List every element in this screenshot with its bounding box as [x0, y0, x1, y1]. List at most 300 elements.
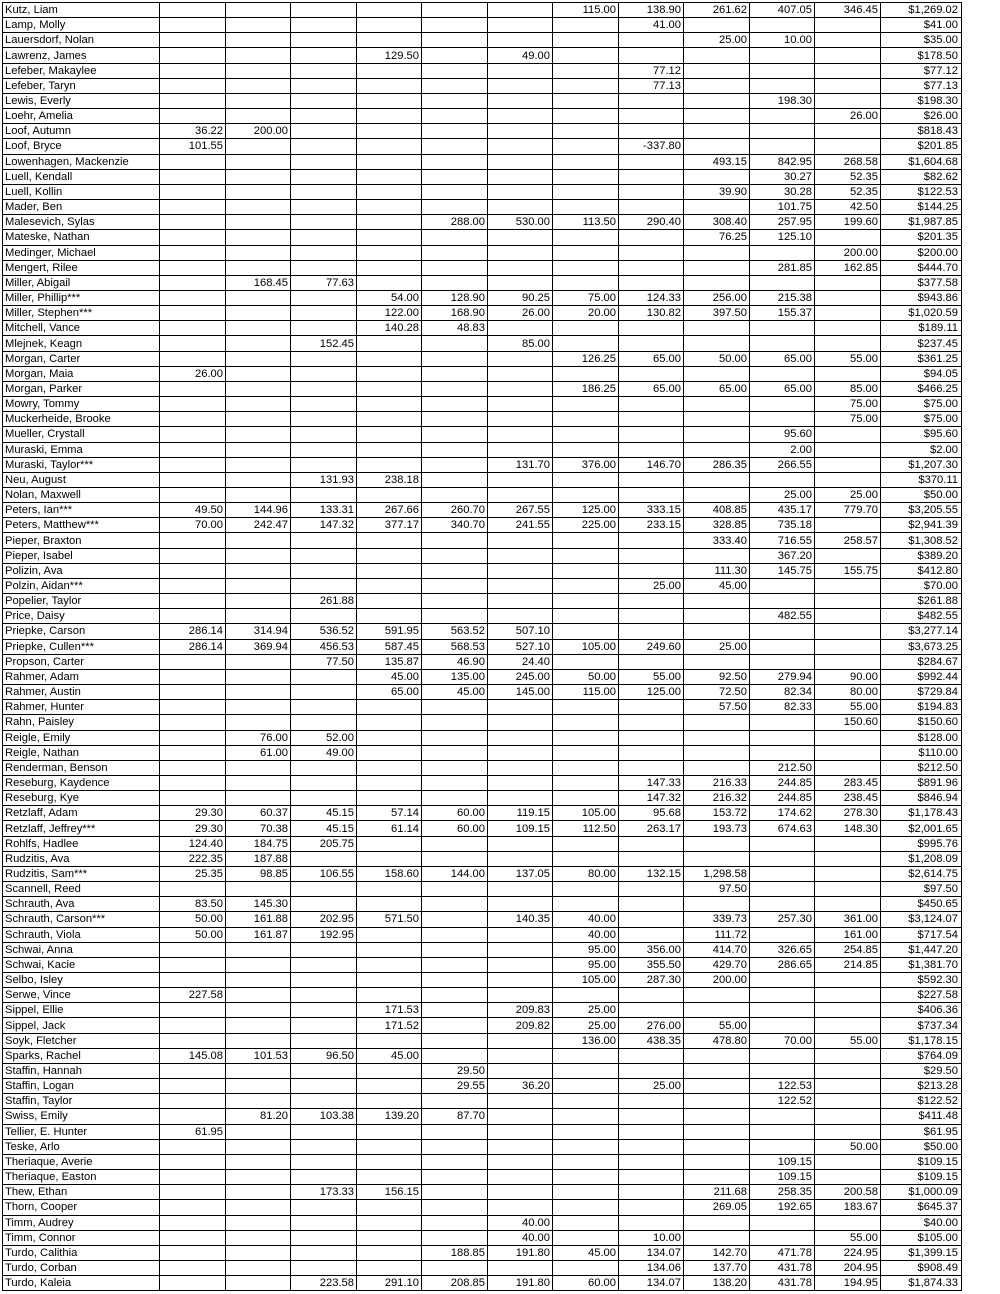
amount-cell	[291, 1260, 357, 1275]
amount-cell	[815, 1063, 881, 1078]
amount-cell	[750, 973, 815, 988]
student-name-cell: Rahmer, Hunter	[3, 700, 160, 715]
amount-cell: 194.95	[815, 1276, 881, 1291]
table-row	[3, 1094, 962, 1109]
amount-cell	[422, 184, 488, 199]
amount-cell	[750, 1139, 815, 1154]
amount-cell	[684, 139, 750, 154]
amount-cell: 376.00	[553, 457, 619, 472]
amount-cell	[226, 548, 291, 563]
amount-cell	[291, 791, 357, 806]
amount-cell	[488, 548, 553, 563]
amount-cell	[553, 1154, 619, 1169]
amount-cell: 101.53	[226, 1048, 291, 1063]
amount-cell	[422, 988, 488, 1003]
amount-cell	[160, 957, 226, 972]
amount-cell	[815, 472, 881, 487]
amount-cell: 140.28	[357, 321, 422, 336]
total-cell: $450.65	[881, 897, 962, 912]
amount-cell	[684, 488, 750, 503]
amount-cell	[422, 93, 488, 108]
amount-cell	[160, 1033, 226, 1048]
total-cell: $377.58	[881, 275, 962, 290]
amount-cell	[553, 18, 619, 33]
amount-cell	[684, 897, 750, 912]
amount-cell: 111.30	[684, 563, 750, 578]
amount-cell: 20.00	[553, 306, 619, 321]
amount-cell: 716.55	[750, 533, 815, 548]
amount-cell	[815, 836, 881, 851]
amount-cell	[226, 397, 291, 412]
amount-cell	[488, 700, 553, 715]
amount-cell	[684, 715, 750, 730]
student-name-cell: Nolan, Maxwell	[3, 488, 160, 503]
amount-cell	[226, 1124, 291, 1139]
amount-cell	[357, 109, 422, 124]
table-row	[3, 1230, 962, 1245]
amount-cell	[619, 715, 684, 730]
amount-cell	[684, 836, 750, 851]
amount-cell	[226, 321, 291, 336]
total-cell: $1,308.52	[881, 533, 962, 548]
amount-cell	[488, 63, 553, 78]
total-cell: $2,941.39	[881, 518, 962, 533]
amount-cell	[488, 1033, 553, 1048]
student-name-cell: Priepke, Cullen***	[3, 639, 160, 654]
table-row	[3, 745, 962, 760]
amount-cell	[357, 457, 422, 472]
amount-cell	[226, 791, 291, 806]
amount-cell: 211.68	[684, 1185, 750, 1200]
amount-cell	[553, 184, 619, 199]
amount-cell	[553, 578, 619, 593]
student-name-cell: Reigle, Nathan	[3, 745, 160, 760]
amount-cell	[619, 730, 684, 745]
total-cell: $1,604.68	[881, 154, 962, 169]
amount-cell	[291, 290, 357, 305]
amount-cell	[553, 760, 619, 775]
total-cell: $2,614.75	[881, 866, 962, 881]
amount-cell	[488, 230, 553, 245]
amount-cell: 133.31	[291, 503, 357, 518]
amount-cell: -337.80	[619, 139, 684, 154]
table-row	[3, 1185, 962, 1200]
student-name-cell: Serwe, Vince	[3, 988, 160, 1003]
amount-cell	[226, 457, 291, 472]
amount-cell	[291, 397, 357, 412]
amount-cell	[750, 897, 815, 912]
total-cell: $50.00	[881, 1139, 962, 1154]
amount-cell	[291, 882, 357, 897]
amount-cell	[291, 1200, 357, 1215]
amount-cell: 115.00	[553, 3, 619, 18]
total-cell: $995.76	[881, 836, 962, 851]
total-cell: $35.00	[881, 33, 962, 48]
amount-cell: 162.85	[815, 260, 881, 275]
amount-cell	[553, 48, 619, 63]
amount-cell	[357, 1260, 422, 1275]
amount-cell	[553, 275, 619, 290]
amount-cell	[815, 1003, 881, 1018]
amount-cell	[226, 18, 291, 33]
amount-cell	[357, 260, 422, 275]
amount-cell	[357, 715, 422, 730]
total-cell: $105.00	[881, 1230, 962, 1245]
amount-cell	[357, 63, 422, 78]
student-name-cell: Morgan, Maia	[3, 366, 160, 381]
student-name-cell: Teske, Arlo	[3, 1139, 160, 1154]
amount-cell	[488, 775, 553, 790]
amount-cell	[357, 442, 422, 457]
amount-cell: 65.00	[750, 381, 815, 396]
student-name-cell: Lefeber, Taryn	[3, 78, 160, 93]
amount-cell: 29.55	[422, 1079, 488, 1094]
amount-cell	[684, 1003, 750, 1018]
amount-cell: 29.50	[422, 1063, 488, 1078]
amount-cell: 115.00	[553, 685, 619, 700]
amount-cell	[619, 882, 684, 897]
amount-cell: 140.35	[488, 912, 553, 927]
total-cell: $645.37	[881, 1200, 962, 1215]
student-name-cell: Loof, Autumn	[3, 124, 160, 139]
amount-cell	[815, 973, 881, 988]
amount-cell: 287.30	[619, 973, 684, 988]
amount-cell	[553, 245, 619, 260]
amount-cell: 65.00	[684, 381, 750, 396]
amount-cell: 150.60	[815, 715, 881, 730]
student-name-cell: Priepke, Carson	[3, 624, 160, 639]
amount-cell	[160, 942, 226, 957]
amount-cell: 29.30	[160, 806, 226, 821]
amount-cell: 286.65	[750, 957, 815, 972]
amount-cell: 233.15	[619, 518, 684, 533]
amount-cell: 95.00	[553, 957, 619, 972]
amount-cell: 57.50	[684, 700, 750, 715]
amount-cell	[226, 154, 291, 169]
student-name-cell: Staffin, Taylor	[3, 1094, 160, 1109]
amount-cell: 205.75	[291, 836, 357, 851]
student-name-cell: Mateske, Nathan	[3, 230, 160, 245]
amount-cell	[553, 336, 619, 351]
amount-cell: 156.15	[357, 1185, 422, 1200]
table-row	[3, 1063, 962, 1078]
amount-cell	[422, 154, 488, 169]
amount-cell: 77.13	[619, 78, 684, 93]
amount-cell	[226, 1170, 291, 1185]
amount-cell: 397.50	[684, 306, 750, 321]
amount-cell: 26.00	[815, 109, 881, 124]
amount-cell: 50.00	[553, 669, 619, 684]
amount-cell	[750, 882, 815, 897]
amount-cell	[291, 1124, 357, 1139]
total-cell: $94.05	[881, 366, 962, 381]
table-row	[3, 897, 962, 912]
total-cell: $3,277.14	[881, 624, 962, 639]
total-cell: $150.60	[881, 715, 962, 730]
amount-cell	[815, 457, 881, 472]
student-name-cell: Schrauth, Ava	[3, 897, 160, 912]
table-row	[3, 488, 962, 503]
amount-cell: 286.14	[160, 624, 226, 639]
amount-cell: 52.00	[291, 730, 357, 745]
amount-cell	[815, 427, 881, 442]
student-name-cell: Rohlfs, Hadlee	[3, 836, 160, 851]
total-cell: $200.00	[881, 245, 962, 260]
amount-cell: 254.85	[815, 942, 881, 957]
amount-cell	[422, 109, 488, 124]
amount-cell: 45.00	[553, 1245, 619, 1260]
amount-cell	[684, 48, 750, 63]
amount-cell	[291, 715, 357, 730]
amount-cell	[357, 184, 422, 199]
total-cell: $61.95	[881, 1124, 962, 1139]
student-name-cell: Pieper, Isabel	[3, 548, 160, 563]
amount-cell: 209.82	[488, 1018, 553, 1033]
amount-cell	[684, 321, 750, 336]
amount-cell: 377.17	[357, 518, 422, 533]
amount-cell	[357, 139, 422, 154]
amount-cell	[684, 245, 750, 260]
table-row	[3, 624, 962, 639]
amount-cell	[488, 427, 553, 442]
amount-cell	[553, 1079, 619, 1094]
amount-cell: 198.30	[750, 93, 815, 108]
amount-cell	[750, 1215, 815, 1230]
amount-cell: 563.52	[422, 624, 488, 639]
amount-cell: 60.37	[226, 806, 291, 821]
student-name-cell: Scannell, Reed	[3, 882, 160, 897]
amount-cell	[422, 836, 488, 851]
amount-cell: 326.65	[750, 942, 815, 957]
amount-cell: 286.35	[684, 457, 750, 472]
table-row	[3, 412, 962, 427]
amount-cell	[226, 1139, 291, 1154]
amount-cell	[619, 897, 684, 912]
amount-cell	[684, 275, 750, 290]
amount-cell	[160, 260, 226, 275]
amount-cell	[815, 275, 881, 290]
amount-cell	[160, 791, 226, 806]
student-name-cell: Reigle, Emily	[3, 730, 160, 745]
amount-cell	[160, 775, 226, 790]
table-row	[3, 245, 962, 260]
amount-cell	[619, 1185, 684, 1200]
amount-cell: 145.08	[160, 1048, 226, 1063]
amount-cell	[750, 745, 815, 760]
amount-cell	[160, 1139, 226, 1154]
amount-cell	[160, 184, 226, 199]
amount-cell	[291, 669, 357, 684]
amount-cell: 200.00	[226, 124, 291, 139]
total-cell: $110.00	[881, 745, 962, 760]
amount-cell: 126.25	[553, 351, 619, 366]
amount-cell: 261.62	[684, 3, 750, 18]
total-cell: $128.00	[881, 730, 962, 745]
table-row	[3, 821, 962, 836]
amount-cell	[488, 1124, 553, 1139]
amount-cell	[619, 988, 684, 1003]
amount-cell	[226, 1260, 291, 1275]
table-row	[3, 791, 962, 806]
amount-cell	[291, 200, 357, 215]
amount-cell	[160, 1185, 226, 1200]
amount-cell: 242.47	[226, 518, 291, 533]
amount-cell: 65.00	[619, 351, 684, 366]
student-name-cell: Polizin, Ava	[3, 563, 160, 578]
amount-cell	[422, 1124, 488, 1139]
amount-cell	[750, 866, 815, 881]
amount-cell: 55.00	[815, 700, 881, 715]
table-row	[3, 685, 962, 700]
amount-cell	[226, 594, 291, 609]
student-name-cell: Loof, Bryce	[3, 139, 160, 154]
amount-cell	[357, 578, 422, 593]
table-row	[3, 93, 962, 108]
amount-cell	[815, 1048, 881, 1063]
student-name-cell: Schwai, Kacie	[3, 957, 160, 972]
total-cell: $77.12	[881, 63, 962, 78]
amount-cell	[291, 442, 357, 457]
amount-cell	[750, 1124, 815, 1139]
amount-cell	[684, 1109, 750, 1124]
amount-cell	[488, 33, 553, 48]
amount-cell	[160, 1215, 226, 1230]
amount-cell: 587.45	[357, 639, 422, 654]
total-cell: $1,000.09	[881, 1185, 962, 1200]
amount-cell	[422, 351, 488, 366]
student-name-cell: Reseburg, Kye	[3, 791, 160, 806]
amount-cell	[422, 457, 488, 472]
table-row	[3, 366, 962, 381]
amount-cell: 49.00	[291, 745, 357, 760]
amount-cell	[684, 1215, 750, 1230]
amount-cell: 204.95	[815, 1260, 881, 1275]
amount-cell	[553, 533, 619, 548]
amount-cell: 134.07	[619, 1245, 684, 1260]
amount-cell: 1,298.58	[684, 866, 750, 881]
amount-cell	[291, 563, 357, 578]
amount-cell	[357, 1215, 422, 1230]
total-cell: $75.00	[881, 397, 962, 412]
amount-cell	[815, 882, 881, 897]
amount-cell	[357, 351, 422, 366]
amount-cell	[619, 366, 684, 381]
amount-cell	[619, 488, 684, 503]
amount-cell	[226, 442, 291, 457]
amount-cell: 267.66	[357, 503, 422, 518]
amount-cell	[160, 245, 226, 260]
amount-cell	[553, 988, 619, 1003]
amount-cell	[619, 912, 684, 927]
amount-cell	[226, 306, 291, 321]
student-name-cell: Turdo, Kaleia	[3, 1276, 160, 1291]
amount-cell	[160, 1260, 226, 1275]
student-name-cell: Rudzitis, Ava	[3, 851, 160, 866]
amount-cell	[226, 336, 291, 351]
amount-cell	[619, 33, 684, 48]
total-cell: $70.00	[881, 578, 962, 593]
amount-cell	[815, 93, 881, 108]
amount-cell: 96.50	[291, 1048, 357, 1063]
amount-cell	[226, 1230, 291, 1245]
amount-cell	[750, 1063, 815, 1078]
amount-cell	[291, 245, 357, 260]
amount-cell: 48.83	[422, 321, 488, 336]
amount-cell	[553, 1109, 619, 1124]
amount-cell	[160, 230, 226, 245]
table-row	[3, 275, 962, 290]
amount-cell	[684, 1048, 750, 1063]
amount-cell	[422, 927, 488, 942]
amount-cell: 281.85	[750, 260, 815, 275]
total-cell: $992.44	[881, 669, 962, 684]
student-name-cell: Lewis, Everly	[3, 93, 160, 108]
amount-cell	[750, 275, 815, 290]
amount-cell	[619, 427, 684, 442]
total-cell: $764.09	[881, 1048, 962, 1063]
table-row	[3, 836, 962, 851]
amount-cell	[553, 154, 619, 169]
amount-cell: 65.00	[750, 351, 815, 366]
amount-cell	[291, 1154, 357, 1169]
amount-cell: 52.35	[815, 184, 881, 199]
amount-cell	[815, 306, 881, 321]
amount-cell: 45.15	[291, 821, 357, 836]
amount-cell: 222.35	[160, 851, 226, 866]
amount-cell	[422, 1185, 488, 1200]
amount-cell	[422, 973, 488, 988]
amount-cell	[226, 3, 291, 18]
amount-cell: 122.52	[750, 1094, 815, 1109]
amount-cell	[291, 1094, 357, 1109]
amount-cell	[160, 700, 226, 715]
amount-cell	[815, 63, 881, 78]
amount-cell	[750, 397, 815, 412]
table-row	[3, 1260, 962, 1275]
student-name-cell: Turdo, Calithia	[3, 1245, 160, 1260]
amount-cell	[291, 3, 357, 18]
student-name-cell: Mlejnek, Keagn	[3, 336, 160, 351]
amount-cell	[291, 548, 357, 563]
student-name-cell: Lefeber, Makaylee	[3, 63, 160, 78]
amount-cell	[553, 624, 619, 639]
total-cell: $1,269.02	[881, 3, 962, 18]
amount-cell	[750, 988, 815, 1003]
student-name-cell: Timm, Audrey	[3, 1215, 160, 1230]
amount-cell: 45.15	[291, 806, 357, 821]
amount-cell	[422, 427, 488, 442]
amount-cell	[291, 260, 357, 275]
amount-cell	[815, 548, 881, 563]
amount-cell	[488, 472, 553, 487]
amount-cell	[750, 245, 815, 260]
amount-cell	[226, 1063, 291, 1078]
amount-cell	[357, 791, 422, 806]
amount-cell	[291, 215, 357, 230]
amount-cell	[619, 321, 684, 336]
amount-cell	[553, 715, 619, 730]
total-cell: $1,178.15	[881, 1033, 962, 1048]
amount-cell	[357, 957, 422, 972]
amount-cell	[619, 48, 684, 63]
amount-cell: 128.90	[422, 290, 488, 305]
amount-cell	[291, 578, 357, 593]
amount-cell: 135.87	[357, 654, 422, 669]
table-row	[3, 1215, 962, 1230]
student-name-cell: Tellier, E. Hunter	[3, 1124, 160, 1139]
student-name-cell: Propson, Carter	[3, 654, 160, 669]
amount-cell	[553, 836, 619, 851]
